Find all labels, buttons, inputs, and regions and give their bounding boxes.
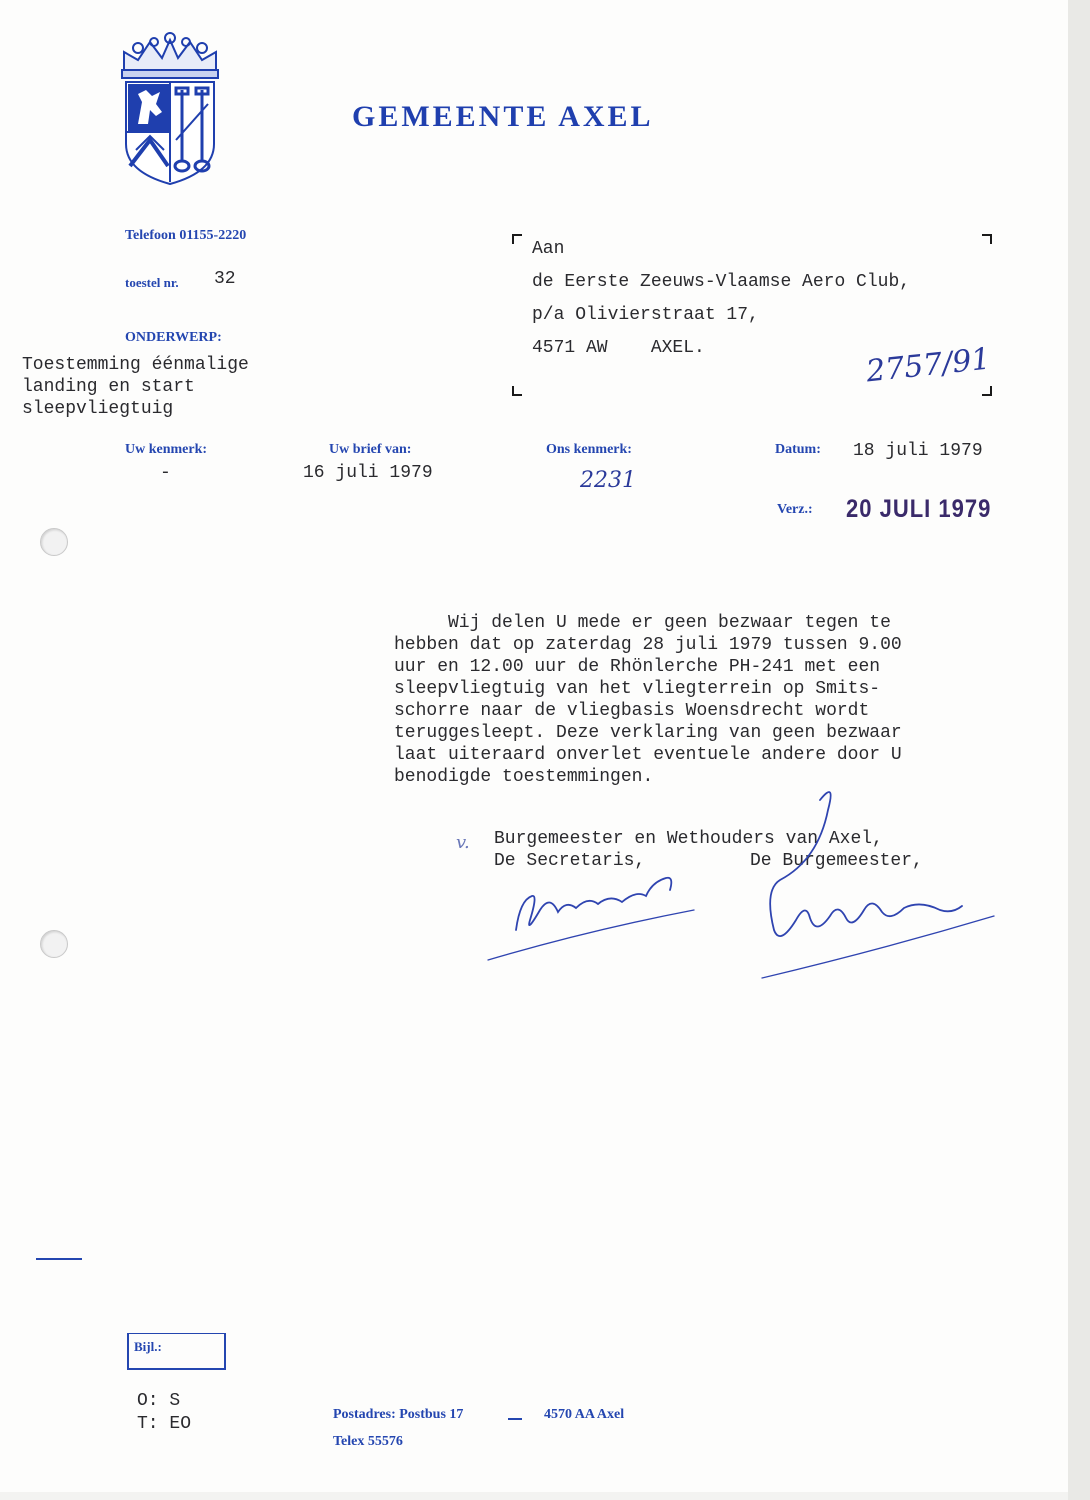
datum-value: 18 juli 1979 — [853, 441, 983, 461]
address-line-3: p/a Olivierstraat 17, — [532, 305, 759, 325]
closing-secretaris: De Secretaris, — [494, 851, 646, 871]
paper-edge — [1068, 0, 1090, 1500]
postadres-text: Postadres: Postbus 17 — [333, 1407, 464, 1422]
window-corner-br — [982, 386, 992, 396]
onderwerp-line-3: sleepvliegtuig — [22, 399, 174, 419]
body-line-8: benodigde toestemmingen. — [394, 767, 654, 787]
address-line-1: Aan — [532, 239, 565, 259]
handwritten-ref: 2757/91 — [864, 341, 993, 390]
datum-label: Datum: — [775, 442, 821, 457]
body-line-7: laat uiteraard onverlet eventuele andere door U — [394, 745, 902, 765]
punch-hole-bottom — [40, 930, 68, 958]
telefoon-label: Telefoon 01155-2220 — [125, 228, 247, 243]
address-line-2: de Eerste Zeeuws-Vlaamse Aero Club, — [532, 272, 911, 292]
closing-line-1: Burgemeester en Wethouders van Axel, — [494, 829, 883, 849]
body-line-5: schorre naar de vliegbasis Woensdrecht wordt — [394, 701, 870, 721]
te-line: T: EO — [137, 1414, 192, 1434]
uw-brief-value: 16 juli 1979 — [303, 463, 433, 483]
verz-label: Verz.: — [777, 502, 813, 517]
verzonden-stamp: 20 JULI 1979 — [846, 494, 992, 523]
signatures-icon — [480, 770, 1000, 990]
postcode-text: 4570 AA Axel — [544, 1407, 625, 1422]
bijlage-label: Bijl.: — [134, 1339, 162, 1354]
body-line-4: sleepvliegtuig van het vliegterrein op Smits- — [394, 679, 881, 699]
address-line-4: 4571 AW AXEL. — [532, 338, 705, 358]
window-corner-tr — [982, 234, 992, 244]
body-line-6: teruggesleept. Deze verklaring van geen bezwaar — [394, 723, 902, 743]
closing-burgemeester: De Burgemeester, — [750, 851, 923, 871]
telex-text: Telex 55576 — [333, 1434, 403, 1449]
body-line-2: hebben dat op zaterdag 28 juli 1979 tussen 9.00 — [394, 635, 902, 655]
ons-kenmerk-value: 2231 — [580, 468, 636, 493]
body-line-3: uur en 12.00 uur de Rhönlerche PH-241 met een — [394, 657, 881, 677]
onderwerp-line-2: landing en start — [22, 377, 195, 397]
uw-brief-label: Uw brief van: — [329, 442, 412, 457]
closing-mark: v. — [456, 832, 470, 853]
margin-fold-mark — [36, 1258, 82, 1260]
coat-of-arms-icon — [116, 32, 224, 188]
punch-hole-top — [40, 528, 68, 556]
toestel-label: toestel nr. — [125, 275, 179, 290]
onderwerp-line-1: Toestemming éénmalige — [22, 355, 249, 375]
bijlage-box — [127, 1333, 226, 1370]
footer-dash — [508, 1418, 522, 1420]
window-corner-tl — [512, 234, 522, 244]
toestel-value: 32 — [214, 269, 236, 289]
onderwerp-label: ONDERWERP: — [125, 330, 222, 345]
uw-kenmerk-value: - — [160, 463, 171, 483]
os-line: O: S — [137, 1391, 181, 1411]
ons-kenmerk-label: Ons kenmerk: — [546, 442, 632, 457]
window-corner-bl — [512, 386, 522, 396]
page-title: GEMEENTE AXEL — [352, 100, 654, 133]
uw-kenmerk-label: Uw kenmerk: — [125, 442, 208, 457]
body-line-1: Wij delen U mede er geen bezwaar tegen te — [394, 613, 891, 633]
